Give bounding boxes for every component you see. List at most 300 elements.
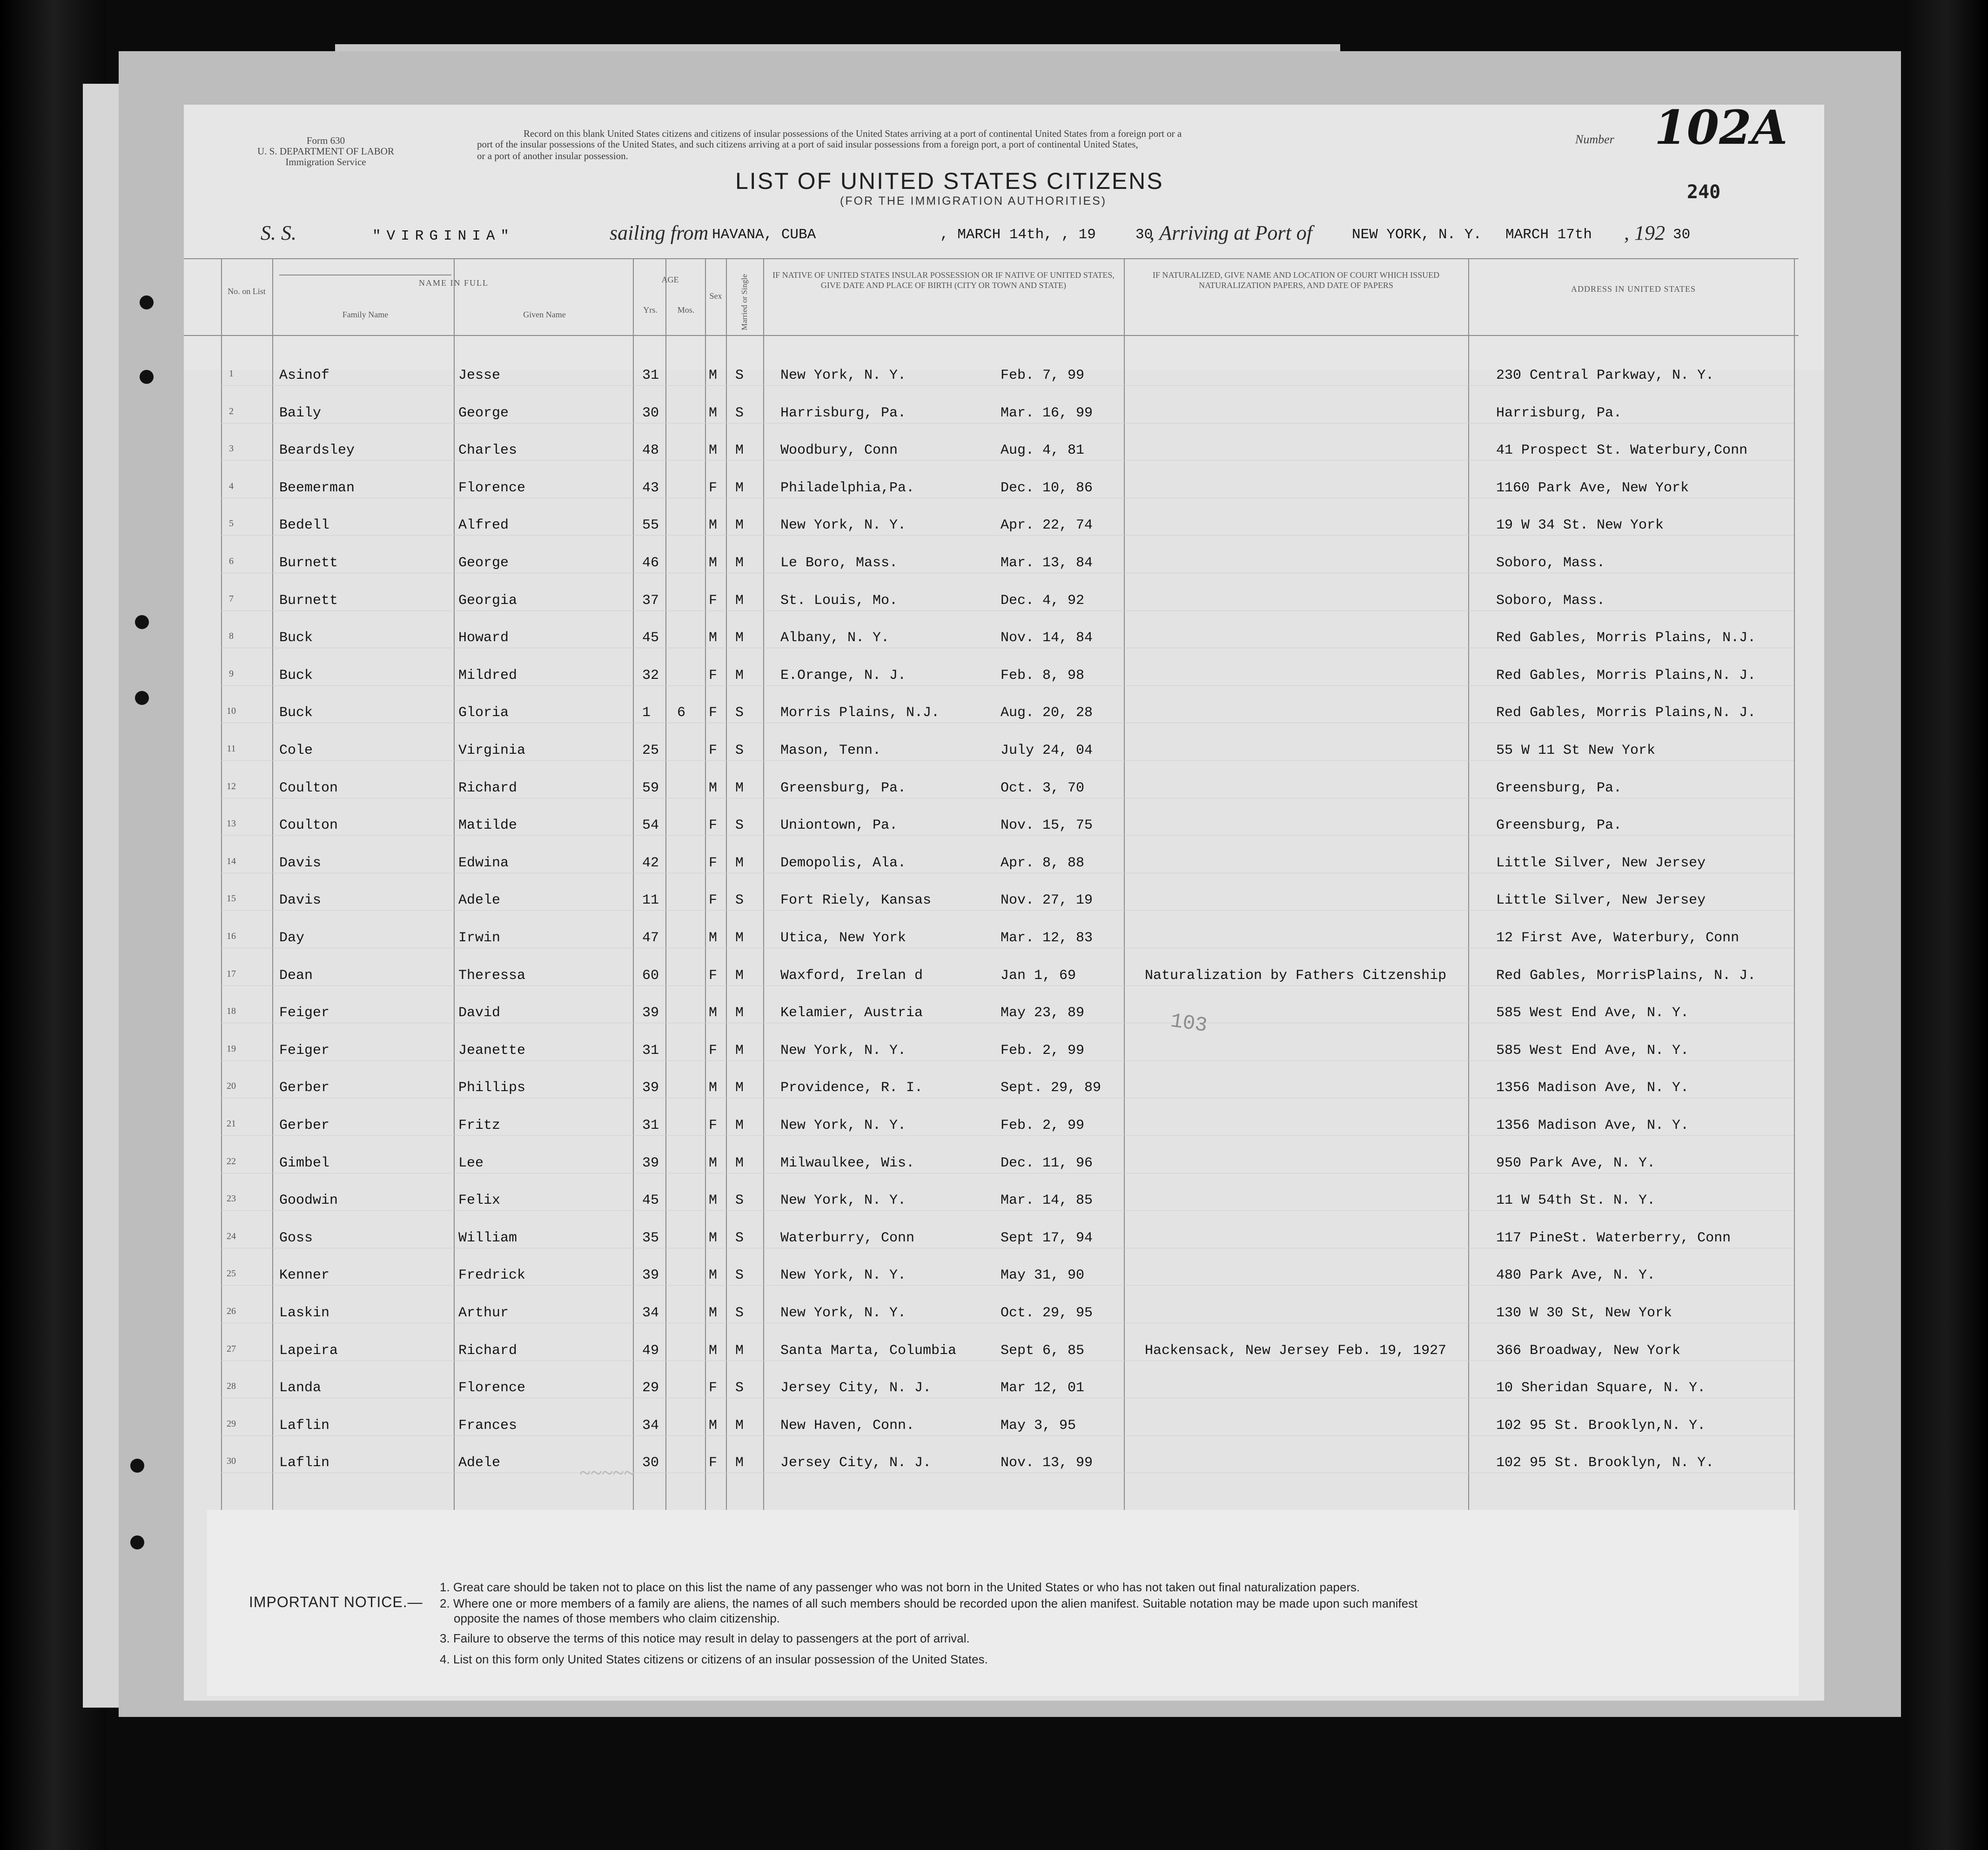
- arrival-port: NEW YORK, N. Y.: [1352, 227, 1482, 243]
- row-no: 14: [227, 856, 236, 866]
- column-rule: [272, 258, 273, 1510]
- notice-item-2-cont: opposite the names of those members who claim citizenship.: [454, 1611, 780, 1625]
- row-sex: M: [709, 1080, 718, 1096]
- row-ms: M: [735, 517, 744, 534]
- row-nat: Naturalization by Fathers Citzenship: [1145, 967, 1447, 984]
- row-addr: Soboro, Mass.: [1496, 555, 1605, 571]
- column-rule: [1468, 258, 1469, 1510]
- row-ms: M: [735, 780, 744, 796]
- row-sex: M: [709, 1417, 718, 1434]
- row-place: New York, N. Y.: [780, 368, 907, 383]
- row-nat: Hackensack, New Jersey Feb. 19, 1927: [1145, 1342, 1447, 1359]
- row-sex: M: [709, 930, 718, 946]
- row-given: Edwina: [458, 855, 509, 871]
- header-age: AGE: [661, 275, 679, 284]
- row-no: 10: [227, 706, 236, 717]
- row-place: Morris Plains, N.J.: [780, 705, 940, 721]
- row-yrs: 39: [642, 1005, 659, 1021]
- row-addr: Little Silver, New Jersey: [1496, 855, 1706, 871]
- row-sex: F: [709, 667, 718, 684]
- notice-item-1: 1. Great care should be taken not to place on this list the name of any passenger who was not born in the United States or who has not taken out final naturalization papers.: [440, 1580, 1360, 1594]
- row-family: Lapeira: [279, 1342, 338, 1359]
- row-given: Matilde: [458, 818, 517, 834]
- row-place: Jersey City, N. J.: [780, 1380, 932, 1396]
- row-sex: F: [709, 743, 718, 758]
- row-yrs: 48: [642, 442, 659, 459]
- row-sex: M: [709, 517, 718, 534]
- row-no: 1: [229, 369, 234, 379]
- row-place: E.Orange, N. J.: [780, 667, 907, 684]
- row-no: 15: [227, 893, 236, 904]
- row-date: Mar 12, 01: [1001, 1380, 1085, 1396]
- row-sex: M: [709, 1230, 718, 1246]
- row-rule: [221, 610, 1794, 611]
- row-place: Albany, N. Y.: [780, 630, 890, 646]
- row-no: 21: [227, 1119, 236, 1129]
- row-sex: F: [709, 1118, 718, 1133]
- row-given: Gloria: [458, 705, 509, 721]
- row-addr: 230 Central Parkway, N. Y.: [1496, 368, 1714, 383]
- row-sex: F: [709, 592, 718, 609]
- row-no: 19: [227, 1043, 236, 1054]
- row-sex: M: [709, 1193, 718, 1209]
- row-given: Florence: [458, 480, 526, 496]
- row-yrs: 34: [642, 1417, 659, 1434]
- row-date: Mar. 12, 83: [1001, 930, 1093, 946]
- row-yrs: 43: [642, 480, 659, 496]
- column-rule: [763, 258, 764, 1510]
- column-rule: [1124, 258, 1125, 1510]
- row-yrs: 30: [642, 405, 659, 421]
- row-date: Dec. 10, 86: [1001, 480, 1093, 496]
- row-rule: [221, 1210, 1794, 1211]
- row-ms: M: [735, 1005, 744, 1021]
- row-sex: M: [709, 555, 718, 571]
- departure-year: 30: [1135, 227, 1153, 243]
- instruction-line-2: port of the insular possessions of the United States, and such citizens arriving at a port of said insular possessions from a foreign port, a port of continental United States,: [477, 139, 1138, 150]
- row-ms: M: [735, 1042, 744, 1059]
- row-place: Jersey City, N. J.: [780, 1455, 932, 1471]
- row-place: New York, N. Y.: [780, 1267, 907, 1284]
- row-place: Harrisburg, Pa.: [780, 405, 907, 421]
- row-addr: 480 Park Ave, N. Y.: [1496, 1267, 1656, 1284]
- row-addr: 950 Park Ave, N. Y.: [1496, 1155, 1656, 1171]
- row-yrs: 46: [642, 555, 659, 571]
- row-given: Irwin: [458, 930, 501, 946]
- row-ms: S: [735, 818, 744, 834]
- row-ms: S: [735, 705, 744, 721]
- instruction-line-3: or a port of another insular possession.: [477, 150, 628, 161]
- row-given: George: [458, 405, 509, 421]
- row-ms: M: [735, 1155, 744, 1171]
- row-date: Mar. 16, 99: [1001, 405, 1093, 421]
- punch-hole: [135, 615, 149, 629]
- row-addr: Greensburg, Pa.: [1496, 780, 1622, 796]
- row-date: Feb. 7, 99: [1001, 368, 1085, 383]
- row-date: May 23, 89: [1001, 1005, 1085, 1021]
- faint-marking: ~~~~~: [579, 1461, 635, 1484]
- row-sex: F: [709, 967, 718, 984]
- row-ms: S: [735, 405, 744, 421]
- row-date: Nov. 27, 19: [1001, 892, 1093, 909]
- header-no: No. on List: [228, 287, 266, 296]
- row-given: William: [458, 1230, 517, 1246]
- row-family: Laskin: [279, 1305, 330, 1321]
- row-no: 4: [229, 481, 234, 491]
- row-given: Richard: [458, 1342, 517, 1359]
- row-yrs: 32: [642, 667, 659, 684]
- row-addr: 130 W 30 St, New York: [1496, 1305, 1672, 1321]
- arrival-year-prefix: , 192: [1624, 221, 1665, 244]
- notice-item-2: 2. Where one or more members of a family are aliens, the names of all such members should be recorded upon the alien manifest. Suitable notation may be made upon such manifest: [440, 1596, 1418, 1610]
- punch-hole: [130, 1535, 144, 1549]
- row-date: Mar. 14, 85: [1001, 1193, 1093, 1209]
- row-family: Bedell: [279, 517, 330, 534]
- header-bottom-rule: [184, 335, 1799, 336]
- row-yrs: 45: [642, 630, 659, 646]
- row-family: Goss: [279, 1230, 313, 1246]
- row-given: Mildred: [458, 667, 517, 684]
- row-ms: S: [735, 1267, 744, 1284]
- row-addr: Red Gables, Morris Plains,N. J.: [1496, 705, 1756, 721]
- row-rule: [221, 910, 1794, 911]
- row-rule: [221, 1435, 1794, 1436]
- row-date: July 24, 04: [1001, 743, 1093, 758]
- row-family: Laflin: [279, 1455, 330, 1471]
- row-addr: Little Silver, New Jersey: [1496, 892, 1706, 909]
- row-sex: M: [709, 1305, 718, 1321]
- row-rule: [221, 460, 1794, 461]
- column-rule: [1794, 258, 1795, 1510]
- row-place: New York, N. Y.: [780, 1193, 907, 1209]
- row-date: Nov. 15, 75: [1001, 818, 1093, 834]
- row-mos: 6: [677, 705, 686, 721]
- row-place: Greensburg, Pa.: [780, 780, 907, 796]
- row-sex: M: [709, 630, 718, 646]
- row-ms: S: [735, 743, 744, 758]
- column-rule: [705, 258, 706, 1510]
- row-no: 29: [227, 1418, 236, 1429]
- row-place: New York, N. Y.: [780, 1042, 907, 1059]
- column-rule: [726, 258, 727, 1510]
- column-rule: [454, 258, 455, 1510]
- header-months: Mos.: [677, 305, 695, 315]
- row-addr: 117 PineSt. Waterberry, Conn: [1496, 1230, 1731, 1246]
- row-date: May 31, 90: [1001, 1267, 1085, 1284]
- row-rule: [221, 385, 1794, 386]
- row-given: Virginia: [458, 743, 526, 758]
- row-ms: S: [735, 892, 744, 909]
- row-place: Waterburry, Conn: [780, 1230, 915, 1246]
- header-birth: IF NATIVE OF UNITED STATES INSULAR POSSESSION OR IF NATIVE OF UNITED STATES, GIVE DATE AND PLACE OF BIRTH (CITY OR TOWN AND STATE): [772, 270, 1115, 290]
- row-sex: F: [709, 1042, 718, 1059]
- column-rule: [665, 258, 666, 1510]
- row-no: 18: [227, 1006, 236, 1017]
- department: U. S. DEPARTMENT OF LABOR: [257, 146, 394, 157]
- row-date: Dec. 11, 96: [1001, 1155, 1093, 1171]
- row-place: Waxford, Irelan d: [780, 967, 923, 984]
- row-addr: 102 95 St. Brooklyn, N. Y.: [1496, 1455, 1714, 1471]
- row-given: Georgia: [458, 592, 517, 609]
- row-place: New York, N. Y.: [780, 1305, 907, 1321]
- row-no: 22: [227, 1156, 236, 1166]
- row-rule: [221, 835, 1794, 836]
- row-given: Frances: [458, 1417, 517, 1434]
- notice-item-4: 4. List on this form only United States citizens or citizens of an insular possession of the United States.: [440, 1652, 988, 1666]
- row-given: Adele: [458, 1455, 501, 1471]
- row-date: Dec. 4, 92: [1001, 592, 1085, 609]
- row-addr: 1160 Park Ave, New York: [1496, 480, 1689, 496]
- row-yrs: 59: [642, 780, 659, 796]
- row-no: 8: [229, 631, 234, 642]
- row-addr: 585 West End Ave, N. Y.: [1496, 1005, 1689, 1021]
- row-ms: S: [735, 1380, 744, 1396]
- row-given: Phillips: [458, 1080, 526, 1096]
- row-rule: [221, 985, 1794, 986]
- punch-hole: [135, 691, 149, 705]
- table-top-rule: [184, 258, 1799, 259]
- row-date: Sept. 29, 89: [1001, 1080, 1101, 1096]
- row-family: Feiger: [279, 1005, 330, 1021]
- row-addr: 1356 Madison Ave, N. Y.: [1496, 1080, 1689, 1096]
- row-addr: 41 Prospect St. Waterbury,Conn: [1496, 442, 1748, 459]
- row-date: Feb. 2, 99: [1001, 1118, 1085, 1133]
- page-subtitle: (FOR THE IMMIGRATION AUTHORITIES): [840, 194, 1107, 208]
- row-no: 20: [227, 1081, 236, 1092]
- row-ms: M: [735, 667, 744, 684]
- page-number: 240: [1687, 181, 1721, 203]
- row-ms: M: [735, 1455, 744, 1471]
- notice-title: IMPORTANT NOTICE.—: [249, 1594, 423, 1610]
- row-addr: 12 First Ave, Waterbury, Conn: [1496, 930, 1740, 946]
- row-sex: M: [709, 368, 718, 383]
- row-date: Aug. 20, 28: [1001, 705, 1093, 721]
- row-no: 28: [227, 1381, 236, 1392]
- row-date: Oct. 29, 95: [1001, 1305, 1093, 1321]
- row-addr: Harrisburg, Pa.: [1496, 405, 1622, 421]
- row-date: Nov. 13, 99: [1001, 1455, 1093, 1471]
- page-title: LIST OF UNITED STATES CITIZENS: [735, 168, 1164, 194]
- row-place: New York, N. Y.: [780, 517, 907, 534]
- row-family: Gerber: [279, 1080, 330, 1096]
- row-place: Le Boro, Mass.: [780, 555, 898, 571]
- punch-hole: [130, 1459, 144, 1473]
- row-no: 30: [227, 1456, 236, 1467]
- row-yrs: 31: [642, 1042, 659, 1059]
- arrival-year: 30: [1673, 227, 1691, 243]
- header-years: Yrs.: [643, 305, 658, 315]
- form-number: Form 630: [306, 135, 345, 146]
- row-date: Sept 6, 85: [1001, 1342, 1085, 1359]
- row-given: Alfred: [458, 517, 509, 534]
- row-family: Beemerman: [279, 480, 355, 496]
- row-sex: M: [709, 1267, 718, 1284]
- film-border-right: [1904, 0, 1988, 1850]
- row-given: Howard: [458, 630, 509, 646]
- row-ms: S: [735, 1305, 744, 1321]
- row-family: Burnett: [279, 555, 338, 571]
- row-addr: 11 W 54th St. N. Y.: [1496, 1193, 1656, 1209]
- header-naturalized: IF NATURALIZED, GIVE NAME AND LOCATION OF COURT WHICH ISSUED NATURALIZATION PAPERS, AND DATE OF PAPERS: [1152, 270, 1440, 290]
- row-no: 27: [227, 1343, 236, 1354]
- row-family: Gimbel: [279, 1155, 330, 1171]
- row-sex: F: [709, 480, 718, 496]
- row-date: Feb. 8, 98: [1001, 667, 1085, 684]
- row-no: 24: [227, 1231, 236, 1241]
- row-family: Buck: [279, 705, 313, 721]
- row-addr: 366 Broadway, New York: [1496, 1342, 1681, 1359]
- row-ms: M: [735, 855, 744, 871]
- row-date: Aug. 4, 81: [1001, 442, 1085, 459]
- row-given: Jesse: [458, 368, 501, 383]
- row-given: Arthur: [458, 1305, 509, 1321]
- row-ms: S: [735, 1230, 744, 1246]
- row-given: Richard: [458, 780, 517, 796]
- row-ms: M: [735, 1417, 744, 1434]
- row-family: Goodwin: [279, 1193, 338, 1209]
- row-ms: M: [735, 1080, 744, 1096]
- row-family: Day: [279, 930, 305, 946]
- row-place: Utica, New York: [780, 930, 907, 946]
- row-family: Davis: [279, 855, 322, 871]
- row-no: 2: [229, 406, 234, 416]
- row-date: Oct. 3, 70: [1001, 780, 1085, 796]
- row-ms: M: [735, 630, 744, 646]
- row-family: Feiger: [279, 1042, 330, 1059]
- row-date: Feb. 2, 99: [1001, 1042, 1085, 1059]
- row-no: 16: [227, 931, 236, 941]
- row-no: 25: [227, 1268, 236, 1279]
- header-name-in-full: NAME IN FULL: [419, 278, 489, 288]
- row-no: 5: [229, 518, 234, 529]
- row-ms: M: [735, 480, 744, 496]
- row-rule: [221, 535, 1794, 536]
- row-yrs: 11: [642, 892, 659, 909]
- row-no: 23: [227, 1193, 236, 1204]
- row-date: Jan 1, 69: [1001, 967, 1076, 984]
- row-place: Mason, Tenn.: [780, 743, 881, 758]
- row-yrs: 1: [642, 705, 651, 721]
- row-place: Woodbury, Conn: [780, 442, 898, 459]
- header-sex: Sex: [709, 291, 722, 301]
- row-ms: M: [735, 1118, 744, 1133]
- ss-label: S. S.: [261, 221, 296, 244]
- row-given: Theressa: [458, 967, 526, 984]
- row-addr: 19 W 34 St. New York: [1496, 517, 1664, 534]
- row-addr: Red Gables, Morris Plains, N.J.: [1496, 630, 1756, 646]
- row-place: Fort Riely, Kansas: [780, 892, 932, 909]
- row-given: Felix: [458, 1193, 501, 1209]
- row-ms: M: [735, 930, 744, 946]
- number-label: Number: [1575, 133, 1614, 146]
- handwritten-number: 102A: [1654, 100, 1788, 155]
- row-yrs: 60: [642, 967, 659, 984]
- row-place: Santa Marta, Columbia: [780, 1342, 957, 1359]
- row-place: New York, N. Y.: [780, 1118, 907, 1133]
- row-family: Buck: [279, 667, 313, 684]
- row-sex: M: [709, 1342, 718, 1359]
- punch-hole: [140, 295, 154, 309]
- row-ms: M: [735, 1342, 744, 1359]
- row-rule: [221, 1135, 1794, 1136]
- row-sex: F: [709, 892, 718, 909]
- row-no: 12: [227, 781, 236, 791]
- row-sex: M: [709, 1155, 718, 1171]
- arrival-date: MARCH 17th: [1505, 227, 1592, 243]
- row-family: Buck: [279, 630, 313, 646]
- row-yrs: 47: [642, 930, 659, 946]
- row-no: 9: [229, 668, 234, 679]
- row-given: Florence: [458, 1380, 526, 1396]
- header-family-name: Family Name: [342, 310, 389, 319]
- row-sex: F: [709, 705, 718, 721]
- row-rule: [221, 1285, 1794, 1286]
- row-place: Kelamier, Austria: [780, 1005, 923, 1021]
- row-rule: [221, 760, 1794, 761]
- row-place: Uniontown, Pa.: [780, 818, 898, 834]
- row-yrs: 54: [642, 818, 659, 834]
- row-place: New Haven, Conn.: [780, 1417, 915, 1434]
- row-date: Nov. 14, 84: [1001, 630, 1093, 646]
- row-yrs: 30: [642, 1455, 659, 1471]
- row-ms: M: [735, 555, 744, 571]
- row-yrs: 31: [642, 368, 659, 383]
- row-ms: M: [735, 967, 744, 984]
- row-addr: Red Gables, Morris Plains,N. J.: [1496, 667, 1756, 684]
- row-addr: 102 95 St. Brooklyn,N. Y.: [1496, 1417, 1706, 1434]
- row-no: 17: [227, 968, 236, 979]
- row-no: 3: [229, 443, 234, 454]
- row-family: Landa: [279, 1380, 322, 1396]
- row-no: 7: [229, 593, 234, 604]
- row-family: Gerber: [279, 1118, 330, 1133]
- row-yrs: 39: [642, 1080, 659, 1096]
- row-addr: Red Gables, MorrisPlains, N. J.: [1496, 967, 1756, 984]
- row-yrs: 31: [642, 1118, 659, 1133]
- row-date: May 3, 95: [1001, 1417, 1076, 1434]
- row-sex: M: [709, 442, 718, 459]
- row-sex: F: [709, 855, 718, 871]
- ship-name: "VIRGINIA": [372, 228, 515, 244]
- service: Immigration Service: [285, 156, 366, 168]
- row-yrs: 45: [642, 1193, 659, 1209]
- row-date: Mar. 13, 84: [1001, 555, 1093, 571]
- row-no: 11: [227, 744, 236, 754]
- row-place: St. Louis, Mo.: [780, 592, 898, 609]
- row-sex: F: [709, 1455, 718, 1471]
- row-yrs: 55: [642, 517, 659, 534]
- row-date: Apr. 8, 88: [1001, 855, 1085, 871]
- row-date: Apr. 22, 74: [1001, 517, 1093, 534]
- row-family: Laflin: [279, 1417, 330, 1434]
- row-rule: [221, 685, 1794, 686]
- row-addr: 1356 Madison Ave, N. Y.: [1496, 1118, 1689, 1133]
- row-ms: S: [735, 1193, 744, 1209]
- row-family: Burnett: [279, 592, 338, 609]
- row-ms: S: [735, 368, 744, 383]
- row-ms: M: [735, 442, 744, 459]
- row-yrs: 34: [642, 1305, 659, 1321]
- row-rule: [221, 1060, 1794, 1061]
- header-married-single: Married or Single: [740, 274, 749, 330]
- manifest-page: [184, 100, 1824, 1701]
- row-addr: 55 W 11 St New York: [1496, 743, 1656, 758]
- row-place: Demopolis, Ala.: [780, 855, 907, 871]
- row-place: Milwaulkee, Wis.: [780, 1155, 915, 1171]
- row-given: David: [458, 1005, 501, 1021]
- column-rule: [633, 258, 634, 1510]
- stamp-number: 103: [1169, 1009, 1209, 1038]
